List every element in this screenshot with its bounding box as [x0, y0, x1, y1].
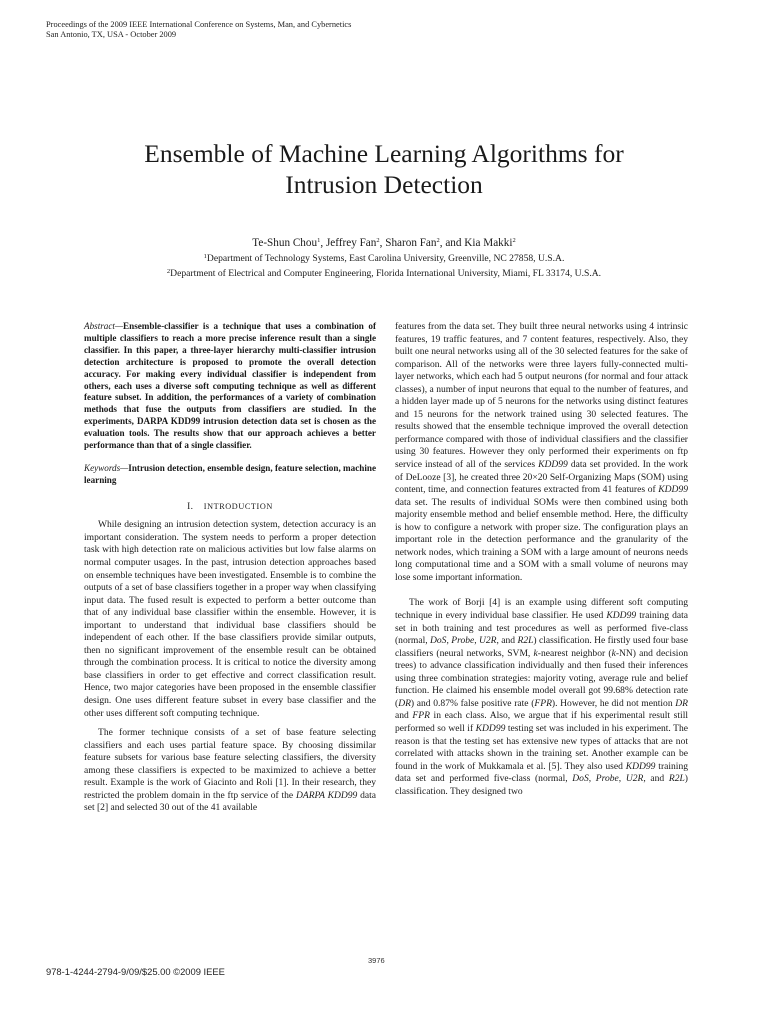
proceedings-line-2: San Antonio, TX, USA - October 2009 — [46, 30, 177, 40]
right-column — [395, 321, 688, 798]
paper-title — [60, 138, 708, 200]
right-p2-dr: DR — [398, 697, 411, 709]
author-3-affil-mark: 2 — [436, 237, 440, 244]
right-p2-probe: Probe — [451, 635, 475, 647]
right-p2-fpr: FPR — [412, 710, 430, 722]
affiliation-1 — [40, 253, 728, 264]
right-p2-seg: testing set was included in his experiment. The reason is that the testing set has extensive new types of attacks that are not correlated with attacks shown in the training set. Another example can be found in the work of Mukkamala et al. [5]. They also used — [395, 722, 688, 772]
right-p2-seg: -NN) and decision trees) to advance classification individually and then fused their inferences using three combination strategies: majority voting, average rule and belief function. He claimed his ensemble model overall got 99.68% detection rate ( — [395, 647, 688, 709]
right-p2-seg: , — [588, 773, 596, 785]
right-p1-kdd99-1: KDD99 — [538, 459, 568, 471]
right-p2-seg: training data set and performed five-class (normal, — [395, 760, 688, 785]
intro-p2-text-a: The former technique consists of a set of base feature selecting classifiers and each uses partial feature space. By choosing dissimilar feature subsets for various base feature selecting classifiers, the diversity among these classifiers is expected to be maximized to achieve a better result. Example is the work of Giacinto and Roli [1]. In their research, they restricted the problem domain in the ftp service of the — [84, 727, 376, 801]
abstract — [84, 321, 376, 452]
right-p2-seg: , — [446, 635, 452, 647]
author-2: , Jeffrey Fan — [320, 237, 377, 249]
intro-paragraph-2 — [84, 727, 376, 815]
right-p2-seg: ) classification. He firstly used four base classifiers (neural networks, SVM, — [395, 635, 688, 659]
right-p2-u2r: U2R — [625, 773, 644, 785]
right-p2-seg: , — [474, 635, 480, 647]
right-p1-kdd99-2: KDD99 — [658, 484, 688, 496]
right-p2-seg: ). However, he did not mention — [551, 697, 676, 709]
right-p2-kdd99: KDD99 — [625, 760, 656, 772]
intro-p2-darpa: DARPA KDD99 — [295, 789, 358, 801]
right-p2-dr: DR — [675, 697, 689, 709]
author-3: , Sharon Fan — [379, 237, 437, 249]
right-p2-seg: ) and 0.87% false positive rate ( — [410, 697, 535, 709]
intro-paragraph-1: While designing an intrusion detection system, detection accuracy is an important consideration. The system needs to perform a proper detection task with high detection rate on malicious activities but low false alarms on normal computer usages. In the past, intrusion detection approaches based on ensemble techniques have been investigated. Ensemble is to combine the outputs of a set of base classifiers together in a proper way when classifying input data. The fused result is expected to perform a better outcome than that of any individual base classifier within the ensemble. However, it is important to understand that individual base classifiers should be independent of each other. If the base classifiers provide similar outputs, then no significant improvement of the ensemble result can be obtained through the combination process. It is critical to notice the diversity among base classifiers in order to get effective and correct classification result. Hence, two major categories have been proposed in the ensemble classifier design. One uses different feature subset in every base classifier and the other uses different soft computing technique. — [84, 519, 376, 719]
right-p2-fpr: FPR — [534, 697, 552, 709]
right-p2-seg: , and — [496, 635, 518, 647]
section-heading-introduction — [84, 501, 376, 514]
right-p2-r2l: R2L — [668, 773, 685, 785]
abstract-text: Ensemble-classifier is a technique that uses a combination of multiple classifiers to reach a more precise inference result than a single classifier. In this paper, a three-layer hierarchy multi-classifier intrusion detection architecture is proposed to promote the overall detection accuracy. For making every individual classifier is independent from others, each uses a diverse soft computing technique as well as different feature subset. In addition, the performances of a variety of combination methods that fuse the outputs from classifiers are studied. In the experiments, DARPA KDD99 intrusion detection data set is chosen as the evaluation tools. The results show that our approach achieves a better performance than that of a single classifier. — [84, 321, 376, 451]
keywords-text: Intrusion detection, ensemble design, feature selection, machine learning — [84, 462, 376, 485]
right-p2-r2l: R2L — [517, 635, 534, 647]
author-2-affil-mark: 2 — [376, 237, 380, 244]
keywords-lead: Keywords— — [84, 462, 129, 473]
right-p2-seg: ) classification. They designed two — [395, 773, 688, 797]
left-column — [84, 321, 376, 815]
section-number: I. — [187, 501, 194, 512]
author-4-affil-mark: 2 — [512, 237, 516, 244]
right-p2-dos: DoS — [430, 635, 447, 647]
affiliation-1-text: Department of Technology Systems, East Carolina University, Greenville, NC 27858, U.S.A. — [206, 253, 565, 264]
abstract-lead: Abstract— — [84, 321, 124, 331]
affiliation-2-text: Department of Electrical and Computer Engineering, Florida International University, Miami, FL 33174, U.S.A. — [170, 268, 602, 279]
right-p2-k: k — [611, 647, 616, 659]
author-list — [60, 236, 708, 250]
title-line-2: Intrusion Detection — [285, 170, 483, 199]
right-p2-kdd99: KDD99 — [606, 610, 637, 622]
right-p1-text-a: features from the data set. They built three neural networks using 4 intrinsic features, 19 traffic features, and 7 content features, respectively. Also, they built one neural networks using all of the 30 selected features for the sake of comparison. All of the networks were three layers fully-connected multi-layer networks, which each had 5 output neurons (for normal and four attack classes), a number of input neurons that equal to the number of features, and a hidden layer made up of 5 neurons for the networks using distinct features and 15 neurons for the network trained using 30 selected features. The results showed that the ensemble technique improved the overall detection performance compared with those of individual classifiers and the classifier using 30 features. However they only performed their experiments on ftp service instead of all of the services — [395, 321, 688, 471]
page-number: 3976 — [368, 956, 385, 965]
intro-p2-text-b: data set [2] and selected 30 out of the 41 available — [84, 789, 376, 814]
right-paragraph-1 — [395, 321, 688, 584]
right-p2-k: k — [533, 647, 538, 659]
proceedings-line-1: Proceedings of the 2009 IEEE International Conference on Systems, Man, and Cybernetics — [46, 20, 352, 29]
right-p2-seg: and — [395, 710, 413, 722]
right-p2-seg: The work of Borji [4] is an example using different soft computing technique in every individual base classifier. He used — [395, 597, 688, 622]
affiliation-1-mark: 1 — [203, 253, 207, 260]
right-p1-text-c: data set. The results of individual SOMs were then combined using both majority ensemble method and belief ensemble method. Here, the difficulty is how to configure a network with proper size. The configuration plays an important role in the detection performance and the granularity of the network nodes, which training a SOM with a large amount of neurons needs long computational time and a SOM with a small volume of neurons may lose some important information. — [395, 496, 688, 583]
right-p1-text-b: data set provided. In the work of DeLooze [3], he created three 20×20 Self-Organizing Maps (SOM) using content, time, and connection features extracted from 41 features of — [395, 459, 689, 496]
section-title: INTRODUCTION — [203, 501, 273, 511]
right-p2-seg: , and — [643, 773, 669, 785]
keywords — [84, 463, 376, 487]
right-p2-seg: training data set in both training and test procedures as well as performed five-class (normal, — [395, 610, 688, 647]
title-line-1: Ensemble of Machine Learning Algorithms for — [144, 139, 624, 168]
right-p2-seg: , — [618, 773, 626, 785]
isbn-copyright: 978-1-4244-2794-9/09/$25.00 ©2009 IEEE — [46, 966, 225, 977]
right-paragraph-2 — [395, 597, 688, 798]
right-p2-kdd99: KDD99 — [475, 722, 506, 734]
affiliation-2 — [40, 268, 728, 279]
right-p2-seg: in each class. Also, we argue that if his experimental result still performed so well if — [395, 710, 688, 734]
proceedings-header — [46, 20, 466, 40]
right-p2-seg: -nearest neighbor ( — [537, 647, 612, 659]
affiliation-2-mark: 2 — [166, 268, 171, 275]
right-p2-u2r: U2R — [479, 635, 497, 647]
author-1-affil-mark: 1 — [317, 237, 321, 244]
author-1: Te-Shun Chou — [252, 237, 318, 249]
right-p2-dos: DoS — [572, 773, 589, 785]
right-p2-probe: Probe — [595, 773, 619, 785]
author-4: , and Kia Makki — [439, 237, 513, 249]
